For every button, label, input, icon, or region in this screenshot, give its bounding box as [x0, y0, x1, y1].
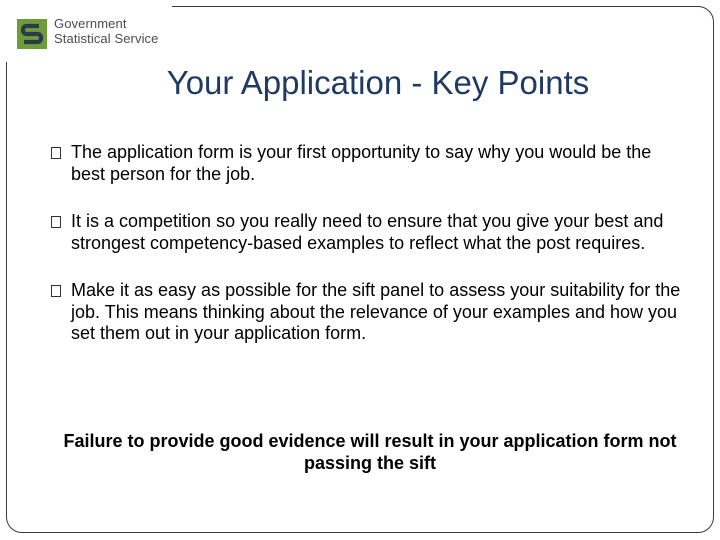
- bullet-text: It is a competition so you really need to ensure that you give your best and strongest competency-based examples to reflect what the post requires.: [71, 211, 664, 253]
- list-item: [49, 211, 689, 254]
- key-points-list: [49, 142, 689, 345]
- logo-line-government: Government: [54, 16, 127, 31]
- conclusion-text: Failure to provide good evidence will result in your application form not passing the sift: [63, 431, 677, 473]
- bullet-text: The application form is your first opportunity to say why you would be the best person for the job.: [71, 142, 652, 184]
- checkbox-bullet-icon: [51, 285, 61, 297]
- logo-line-statistical-service: Statistical Service: [54, 30, 159, 46]
- page-title: Your Application - Key Points: [166, 64, 590, 101]
- checkbox-bullet-icon: [51, 147, 61, 159]
- gss-s-logo-icon: [17, 19, 47, 49]
- gss-logo: [17, 17, 159, 49]
- logo-wordmark: [54, 17, 159, 46]
- list-item: [49, 280, 689, 345]
- list-item: [49, 142, 689, 185]
- checkbox-bullet-icon: [51, 216, 61, 228]
- bullet-text: Make it as easy as possible for the sift panel to assess your suitability for the job. This means thinking about the relevance of your examples and how you set them out in your application form.: [71, 280, 681, 343]
